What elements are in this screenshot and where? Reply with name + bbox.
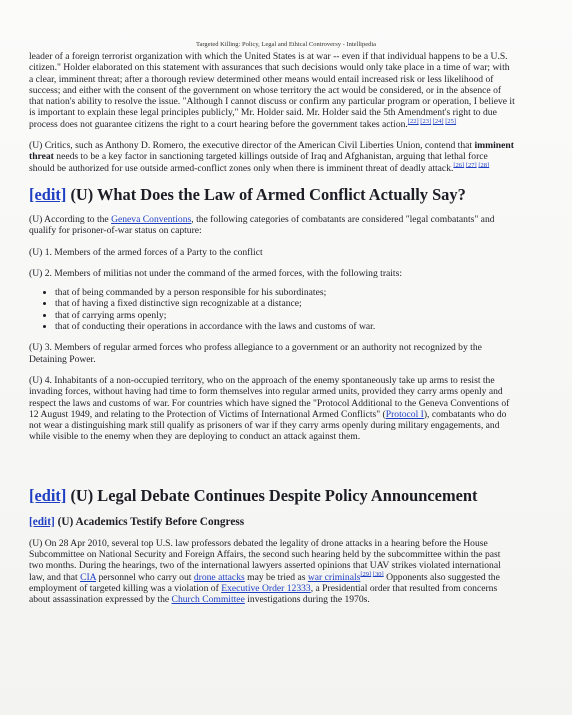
church-committee-link[interactable]: Church Committee	[171, 594, 245, 606]
combatant-item-2: (U) 2. Members of militias not under the command of the armed forces, with the following traits:	[29, 267, 402, 279]
citation-link[interactable]: [27]	[465, 161, 477, 169]
paragraph-geneva	[29, 214, 515, 237]
list-item: • that of carrying arms openly;	[55, 310, 515, 321]
citation-link[interactable]: [26]	[453, 161, 465, 169]
paragraph-text: leader of a foreign terrorist organization with which the United States is at war -- even if that individual happens to be a U.S. citizen." Holder elaborated on this statement with assurances that such decisions would only take place in a time of war; with a clear, imminent threat; after a thorough review determined other means would entail increased risk or less likelihood of success; and either with the consent of the government on whose territory the act would be considered, or in the absence of that nation's ability to resolve the issue. "Although I cannot discuss or confirm any particular program or operation, I believe it is important to explain these legal principles publicly," Mr. Holder said. Mr. Holder said the 5th Amendment's right to due process does not guarantee citizens the right to a court hearing before the government takes action.	[29, 51, 515, 130]
edit-link[interactable]: [edit]	[29, 485, 67, 505]
citation-link[interactable]: [25]	[445, 117, 457, 125]
cia-link[interactable]: CIA	[80, 571, 97, 583]
paragraph-text: ), combatants who do not wear a distinguishing mark still qualify as prisoners of war if they carry arms openly during military engagements, and while visible to the enemy when they are deploying to conduct an attack against them.	[29, 408, 507, 443]
section-heading-legal-debate	[29, 486, 515, 506]
paragraph-text: (U) On 28 Apr 2010, several top U.S. law professors debated the legality of drone attacks in a hearing before the House Subcommittee on National Security and Foreign Affairs, the second such hearing held by the subcommittee within the past two months. During the hearings, two of the international lawyers asserted opinions that UAV strikes violated international law, and that	[29, 537, 501, 583]
paragraph-text: may be tried as	[244, 571, 308, 583]
paragraph-text: personnel who carry out	[96, 571, 194, 583]
citation-refs	[453, 161, 489, 168]
combatant-item-4	[29, 375, 515, 443]
list-item: • that of having a fixed distinctive sign recognizable at a distance;	[55, 298, 515, 309]
citation-refs	[360, 570, 383, 577]
citation-refs	[408, 118, 456, 125]
geneva-conventions-link[interactable]: Geneva Conventions	[111, 213, 192, 225]
section-title: (U) What Does the Law of Armed Conflict Actually Say?	[70, 184, 466, 204]
citation-link[interactable]: [22]	[407, 117, 419, 125]
section-title: (U) Legal Debate Continues Despite Policy Announcement	[70, 485, 478, 505]
paragraph-holder	[29, 51, 515, 130]
list-item: • that of being commanded by a person responsible for his subordinates;	[55, 287, 515, 298]
section-heading-loac	[29, 185, 515, 205]
bold-term: imminent threat	[29, 140, 514, 163]
paragraph-critics	[29, 140, 515, 174]
citation-link[interactable]: [28]	[478, 161, 490, 169]
subsection-title: (U) Academics Testify Before Congress	[57, 515, 245, 528]
citation-link[interactable]: [30]	[372, 570, 384, 578]
paragraph-text: needs to be a key factor in sanctioning targeted killings outside of Iraq and Afghanistan, arguing that lethal force should be authorized for use outside armed-conflict zones only when there is imminent threat of deadly attack.	[29, 151, 488, 174]
article-body	[29, 51, 515, 616]
protocol-i-link[interactable]: Protocol I	[385, 408, 424, 420]
drone-attacks-link[interactable]: drone attacks	[193, 571, 245, 583]
war-criminals-link[interactable]: war criminals	[307, 571, 361, 583]
paragraph-text: (U) Critics, such as Anthony D. Romero, the executive director of the American Civil Liberties Union, contend that	[29, 140, 475, 152]
combatant-item-1: (U) 1. Members of the armed forces of a Party to the conflict	[29, 246, 263, 258]
edit-link[interactable]: [edit]	[29, 515, 55, 528]
combatant-item-3: (U) 3. Members of regular armed forces who profess allegiance to a government or an authority not recognized by the Detaining Power.	[29, 342, 482, 365]
subsection-heading-academics	[29, 515, 515, 529]
paragraph-text: Opponents also suggested the employment of targeted killing was a violation of	[29, 571, 500, 594]
executive-order-link[interactable]: Executive Order 12333	[221, 582, 311, 594]
militia-traits-list	[29, 287, 515, 332]
page-header: Targeted Killing: Policy, Legal and Ethical Controversy - Intellipedia	[195, 41, 377, 48]
paragraph-congress	[29, 538, 515, 606]
edit-link[interactable]: [edit]	[29, 184, 67, 204]
citation-link[interactable]: [23]	[420, 117, 432, 125]
paragraph-text: (U) According to the	[29, 213, 112, 225]
paragraph-text: , the following categories of combatants are considered "legal combatants" and qualify for prisoner-of-war status on capture:	[29, 213, 495, 237]
citation-link[interactable]: [24]	[432, 117, 444, 125]
paragraph-text: (U) 4. Inhabitants of a non-occupied territory, who on the approach of the enemy spontaneously take up arms to resist the invading forces, without having had time to form themselves into regular armed units, provided they carry arms openly and respect the laws and customs of war. For countries which have signed the "Protocol Additional to the Geneva Conventions of 12 August 1949, and relating to the Protection of Victims of International Armed Conflicts" (	[29, 374, 510, 420]
paragraph-text: , a Presidential order that resulted from concerns about assassination expressed by the	[29, 582, 498, 606]
citation-link[interactable]: [29]	[360, 570, 372, 578]
list-item: • that of conducting their operations in accordance with the laws and customs of war.	[55, 321, 515, 332]
paragraph-text: investigations during the 1970s.	[244, 594, 370, 606]
spacer	[29, 453, 515, 475]
